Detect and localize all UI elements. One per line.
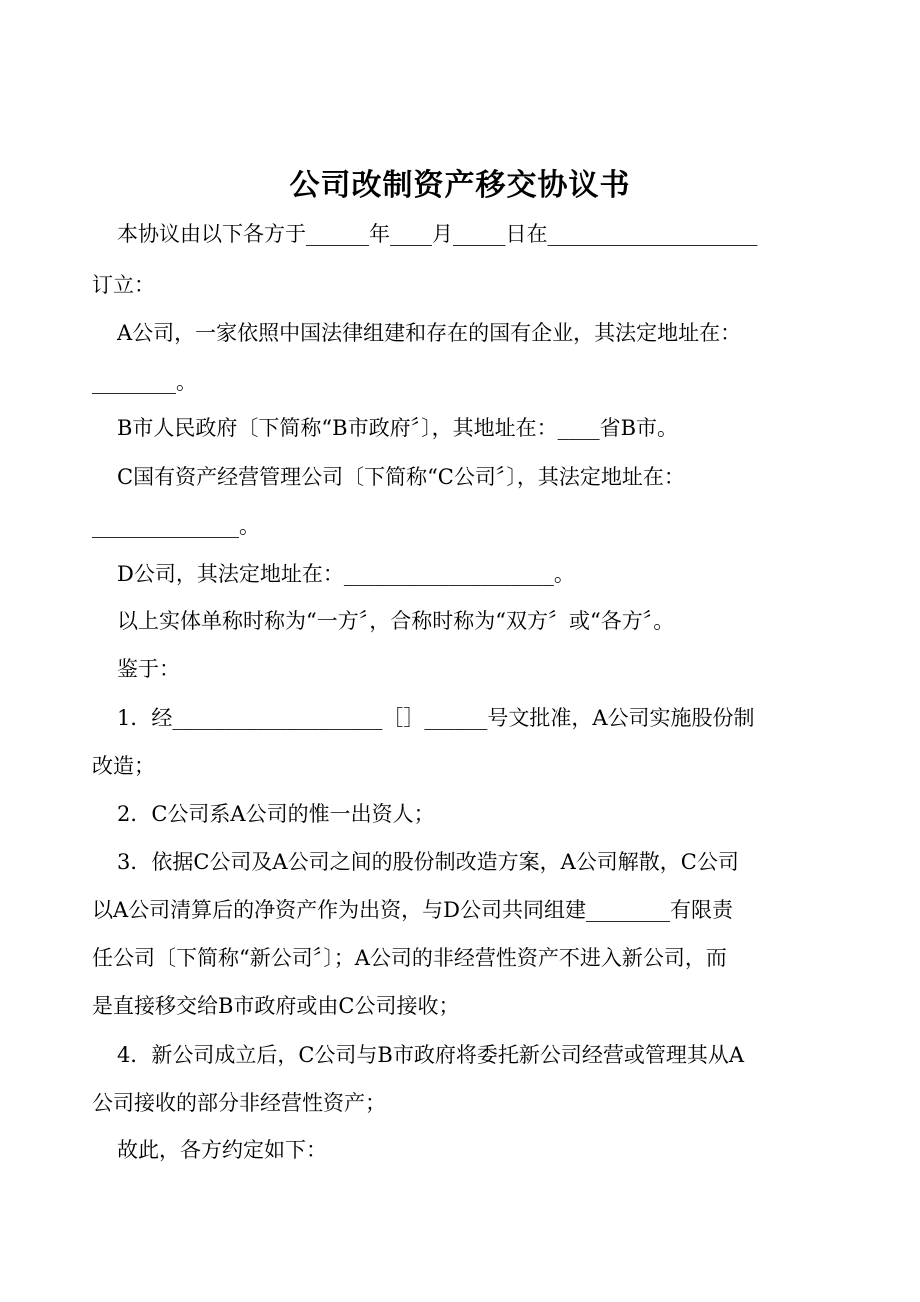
paragraph-line: ______________。 — [92, 514, 260, 538]
paragraph-line: 以上实体单称时称为“一方〞，合称时称为“双方〞或“各方〞。 — [117, 609, 675, 633]
paragraph-line: 是直接移交给B市政府或由C公司接收； — [92, 994, 460, 1018]
document-title: 公司改制资产移交协议书 — [289, 168, 631, 203]
paragraph-line: 公司接收的部分非经营性资产； — [92, 1091, 386, 1115]
paragraph-line: 以A公司清算后的净资产作为出资，与D公司共同组建________有限责 — [92, 898, 734, 922]
paragraph-line: D公司，其法定地址在：____________________。 — [117, 562, 575, 586]
paragraph-line: C国有资产经营管理公司〔下简称“C公司〞〕，其法定地址在： — [117, 465, 685, 489]
paragraph-line: 3．依据C公司及A公司之间的股份制改造方案，A公司解散，C公司 — [117, 850, 739, 874]
paragraph-line: 订立： — [92, 273, 155, 297]
paragraph-line: B市人民政府〔下简称“B市政府〞〕，其地址在：____省B市。 — [117, 416, 679, 440]
paragraph-line: 1．经____________________［］______号文批准，A公司实施股份制 — [117, 706, 755, 730]
paragraph-line: 任公司〔下简称“新公司〞〕；A公司的非经营性资产不进入新公司，而 — [92, 946, 727, 970]
paragraph-line: 4．新公司成立后，C公司与B市政府将委托新公司经营或管理其从A — [117, 1043, 745, 1067]
paragraph-line: 故此，各方约定如下： — [117, 1138, 327, 1162]
paragraph-line: 改造； — [92, 754, 155, 778]
paragraph-line: A公司，一家依照中国法律组建和存在的国有企业，其法定地址在： — [117, 321, 742, 345]
paragraph-line: ________。 — [92, 370, 197, 394]
paragraph-line: 本协议由以下各方于______年____月_____日在____________________ — [117, 222, 758, 246]
paragraph-line: 2．C公司系A公司的惟一出资人； — [117, 802, 435, 826]
paragraph-line: 鉴于： — [117, 657, 180, 681]
